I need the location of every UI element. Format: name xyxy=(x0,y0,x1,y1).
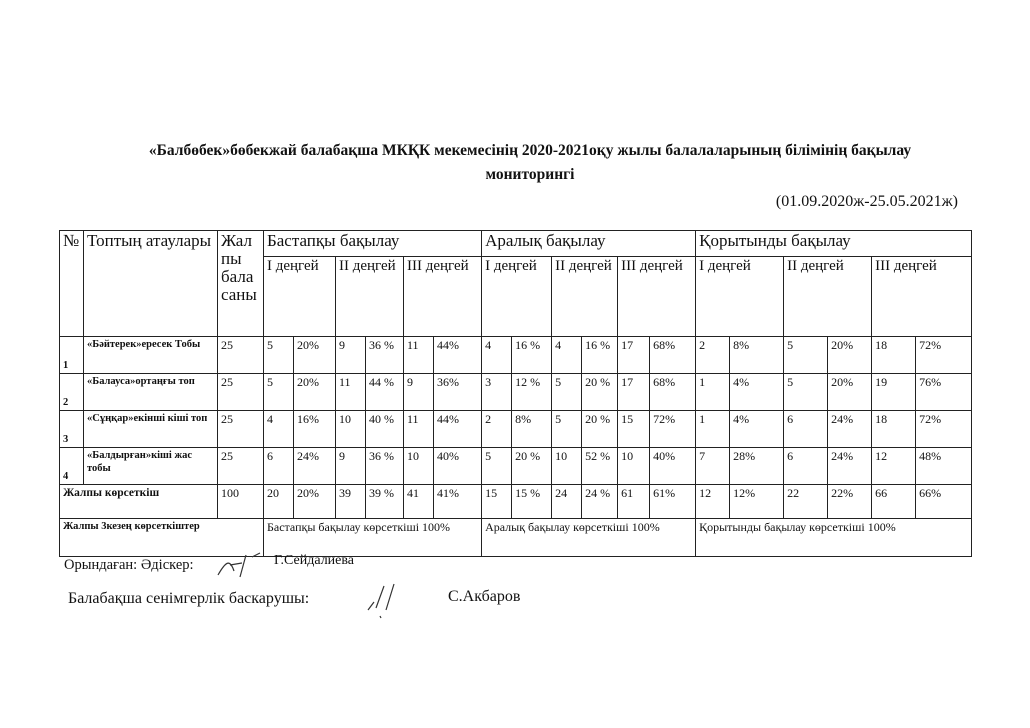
value-cell: 9 xyxy=(404,374,434,411)
value-cell: 48% xyxy=(916,448,972,485)
table-row xyxy=(60,448,972,485)
group-total: 25 xyxy=(218,448,264,485)
header-level-3: III деңгей xyxy=(404,257,482,337)
value-cell: 9 xyxy=(336,448,366,485)
total-value-cell: 24 xyxy=(552,485,582,519)
value-cell: 76% xyxy=(916,374,972,411)
value-cell: 17 xyxy=(618,337,650,374)
total-value-cell: 22% xyxy=(828,485,872,519)
value-cell: 19 xyxy=(872,374,916,411)
header-level-3: III деңгей xyxy=(872,257,972,337)
row-number: 1 xyxy=(60,337,84,374)
total-value-cell: 41% xyxy=(434,485,482,519)
header-level-2: II деңгей xyxy=(552,257,618,337)
value-cell: 20% xyxy=(294,337,336,374)
value-cell: 15 xyxy=(618,411,650,448)
row-number: 3 xyxy=(60,411,84,448)
value-cell: 1 xyxy=(696,374,730,411)
value-cell: 20 % xyxy=(582,374,618,411)
header-level-2: II деңгей xyxy=(336,257,404,337)
total-value-cell: 20 xyxy=(264,485,294,519)
value-cell: 24% xyxy=(294,448,336,485)
value-cell: 6 xyxy=(784,448,828,485)
value-cell: 4% xyxy=(730,374,784,411)
total-value-cell: 39 % xyxy=(366,485,404,519)
value-cell: 5 xyxy=(482,448,512,485)
total-value-cell: 20% xyxy=(294,485,336,519)
total-value-cell: 66 xyxy=(872,485,916,519)
group-name: «Балауса»ортаңғы топ xyxy=(84,374,218,411)
group-total: 25 xyxy=(218,374,264,411)
value-cell: 8% xyxy=(730,337,784,374)
total-value-cell: 41 xyxy=(404,485,434,519)
value-cell: 5 xyxy=(264,337,294,374)
value-cell: 16% xyxy=(294,411,336,448)
value-cell: 2 xyxy=(482,411,512,448)
value-cell: 44% xyxy=(434,337,482,374)
phase-summary-initial: Бастапқы бақылау көрсеткіші 100% xyxy=(264,519,482,557)
group-name: «Бәйтерек»ересек Тобы xyxy=(84,337,218,374)
total-value-cell: 61 xyxy=(618,485,650,519)
value-cell: 5 xyxy=(264,374,294,411)
value-cell: 40 % xyxy=(366,411,404,448)
value-cell: 36 % xyxy=(366,337,404,374)
value-cell: 9 xyxy=(336,337,366,374)
value-cell: 20% xyxy=(294,374,336,411)
value-cell: 3 xyxy=(482,374,512,411)
document-title-line2: мониторингі xyxy=(485,166,575,183)
value-cell: 20% xyxy=(828,374,872,411)
value-cell: 10 xyxy=(404,448,434,485)
header-number: № xyxy=(60,231,84,337)
value-cell: 5 xyxy=(784,374,828,411)
header-phase-initial: Бастапқы бақылау xyxy=(264,231,482,257)
report-period: (01.09.2020ж-25.05.2021ж) xyxy=(775,193,958,210)
total-value-cell: 15 xyxy=(482,485,512,519)
header-level-1: I деңгей xyxy=(696,257,784,337)
total-value-cell: 24 % xyxy=(582,485,618,519)
table-row xyxy=(60,374,972,411)
value-cell: 20% xyxy=(828,337,872,374)
phase-summary-row xyxy=(60,519,972,557)
value-cell: 6 xyxy=(784,411,828,448)
value-cell: 44 % xyxy=(366,374,404,411)
value-cell: 8% xyxy=(512,411,552,448)
header-phase-interim: Аралық бақылау xyxy=(482,231,696,257)
table-row xyxy=(60,411,972,448)
value-cell: 4 xyxy=(482,337,512,374)
header-level-2: II деңгей xyxy=(784,257,872,337)
value-cell: 24% xyxy=(828,448,872,485)
header-level-1: I деңгей xyxy=(264,257,336,337)
value-cell: 24% xyxy=(828,411,872,448)
value-cell: 11 xyxy=(404,411,434,448)
total-value-cell: 15 % xyxy=(512,485,552,519)
value-cell: 72% xyxy=(916,411,972,448)
phase-summary-final: Қорытынды бақылау көрсеткіші 100% xyxy=(696,519,972,557)
manager-signature xyxy=(360,580,410,620)
group-name: «Сұңқар»екінші кіші топ xyxy=(84,411,218,448)
total-row-label: Жалпы көрсеткіш xyxy=(60,485,218,519)
value-cell: 68% xyxy=(650,374,696,411)
header-total-children: Жалпы бала саны xyxy=(218,231,264,337)
executor-signature xyxy=(212,551,270,581)
value-cell: 6 xyxy=(264,448,294,485)
value-cell: 36% xyxy=(434,374,482,411)
group-total: 25 xyxy=(218,411,264,448)
phase-summary-label: Жалпы 3кезең көрсеткіштер xyxy=(60,519,264,557)
value-cell: 2 xyxy=(696,337,730,374)
value-cell: 10 xyxy=(618,448,650,485)
executor-name: Г.Сейдалиева xyxy=(274,553,355,568)
value-cell: 4 xyxy=(552,337,582,374)
value-cell: 28% xyxy=(730,448,784,485)
header-level-3: III деңгей xyxy=(618,257,696,337)
document-title-line1: «Балбөбек»бөбекжай балабақша МКҚК мекемесінің 2020-2021оқу жылы балалаларының білімінің бақылау xyxy=(148,142,912,159)
table-row xyxy=(60,337,972,374)
value-cell: 20 % xyxy=(512,448,552,485)
value-cell: 5 xyxy=(784,337,828,374)
executor-label: Орындаған: Әдіскер: xyxy=(64,557,194,573)
header-phase-final: Қорытынды бақылау xyxy=(696,231,972,257)
value-cell: 1 xyxy=(696,411,730,448)
header-level-1: I деңгей xyxy=(482,257,552,337)
total-value-cell: 39 xyxy=(336,485,366,519)
value-cell: 4% xyxy=(730,411,784,448)
value-cell: 17 xyxy=(618,374,650,411)
value-cell: 72% xyxy=(650,411,696,448)
value-cell: 16 % xyxy=(582,337,618,374)
value-cell: 11 xyxy=(336,374,366,411)
manager-label: Балабақша сенімгерлік баскарушы: xyxy=(68,590,310,607)
value-cell: 10 xyxy=(336,411,366,448)
total-row xyxy=(60,485,972,519)
row-number: 2 xyxy=(60,374,84,411)
value-cell: 10 xyxy=(552,448,582,485)
value-cell: 12 xyxy=(872,448,916,485)
value-cell: 72% xyxy=(916,337,972,374)
value-cell: 40% xyxy=(650,448,696,485)
value-cell: 18 xyxy=(872,337,916,374)
manager-name: С.Акбаров xyxy=(448,588,521,605)
value-cell: 16 % xyxy=(512,337,552,374)
value-cell: 4 xyxy=(264,411,294,448)
value-cell: 40% xyxy=(434,448,482,485)
row-number: 4 xyxy=(60,448,84,485)
value-cell: 5 xyxy=(552,374,582,411)
value-cell: 12 % xyxy=(512,374,552,411)
group-total: 25 xyxy=(218,337,264,374)
value-cell: 18 xyxy=(872,411,916,448)
value-cell: 68% xyxy=(650,337,696,374)
value-cell: 44% xyxy=(434,411,482,448)
header-group-name: Топтың атаулары xyxy=(84,231,218,337)
total-value-cell: 22 xyxy=(784,485,828,519)
total-value-cell: 12 xyxy=(696,485,730,519)
value-cell: 11 xyxy=(404,337,434,374)
group-name: «Балдырған»кіші жас тобы xyxy=(84,448,218,485)
total-row-total: 100 xyxy=(218,485,264,519)
total-value-cell: 66% xyxy=(916,485,972,519)
value-cell: 52 % xyxy=(582,448,618,485)
value-cell: 7 xyxy=(696,448,730,485)
value-cell: 5 xyxy=(552,411,582,448)
value-cell: 20 % xyxy=(582,411,618,448)
phase-summary-interim: Аралық бақылау көрсеткіші 100% xyxy=(482,519,696,557)
value-cell: 36 % xyxy=(366,448,404,485)
total-value-cell: 61% xyxy=(650,485,696,519)
monitoring-table xyxy=(59,230,972,557)
total-value-cell: 12% xyxy=(730,485,784,519)
